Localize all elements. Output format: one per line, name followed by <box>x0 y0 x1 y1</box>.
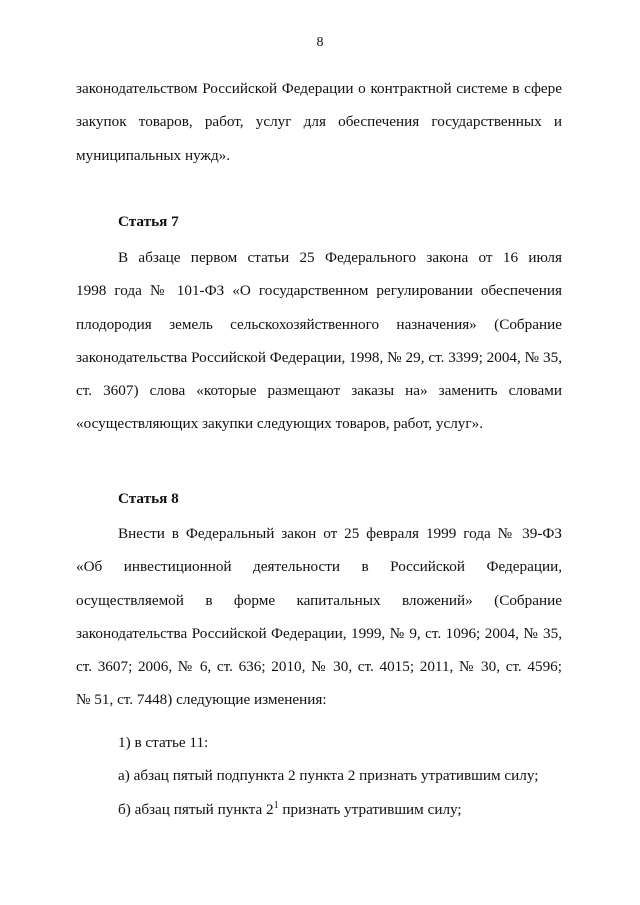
intro-paragraph <box>76 72 562 172</box>
article-7-line-4: законодательства Российской Федерации, 1998, № 29, ст. 3399; 2004, № 35, <box>76 348 562 366</box>
article-7-line-2: 1998 года № 101-ФЗ «О государственном регулировании обеспечения <box>76 282 562 300</box>
article-8-line-2: «Об инвестиционной деятельности в Российской Федерации, <box>76 558 562 576</box>
article-7-paragraph <box>76 241 562 441</box>
article-8-item-b <box>118 801 462 819</box>
article-8-item-1: 1) в статье 11: <box>118 734 209 751</box>
article-8-line-4: законодательства Российской Федерации, 1999, № 9, ст. 1096; 2004, № 35, <box>76 624 562 642</box>
article-8-line-6: № 51, ст. 7448) следующие изменения: <box>76 691 327 709</box>
article-8-item-b-superscript: 1 <box>273 799 279 811</box>
article-7-line-5: ст. 3607) слова «которые размещают заказы на» заменить словами <box>76 382 562 400</box>
page-number: 8 <box>316 35 324 50</box>
article-7-heading: Статья 7 <box>118 213 179 230</box>
article-8-item-a: а) абзац пятый подпункта 2 пункта 2 признать утратившим силу; <box>118 767 539 784</box>
article-8-heading: Статья 8 <box>118 490 179 507</box>
article-8-item-b-suffix: признать утратившим силу; <box>278 801 462 818</box>
article-8-line-5: ст. 3607; 2006, № 6, ст. 636; 2010, № 30, ст. 4015; 2011, № 30, ст. 4596; <box>76 658 562 676</box>
article-8-item-b-prefix: б) абзац пятый пункта 2 <box>118 801 274 818</box>
article-8-line-1: Внести в Федеральный закон от 25 февраля 1999 года № 39-ФЗ <box>118 525 562 542</box>
article-8-paragraph <box>76 517 562 717</box>
intro-line-1: законодательством Российской Федерации о контрактной системе в сфере <box>76 80 562 97</box>
article-8-line-3: осуществляемой в форме капитальных вложений» (Собрание <box>76 591 562 609</box>
article-7-line-3: плодородия земель сельскохозяйственного назначения» (Собрание <box>76 315 562 333</box>
intro-line-2: закупок товаров, работ, услуг для обеспечения государственных и <box>76 113 562 131</box>
article-7-line-6: «осуществляющих закупки следующих товаров, работ, услуг». <box>76 415 484 433</box>
intro-line-3: муниципальных нужд». <box>76 146 231 164</box>
article-7-line-1: В абзаце первом статьи 25 Федерального закона от 16 июля <box>118 249 562 266</box>
